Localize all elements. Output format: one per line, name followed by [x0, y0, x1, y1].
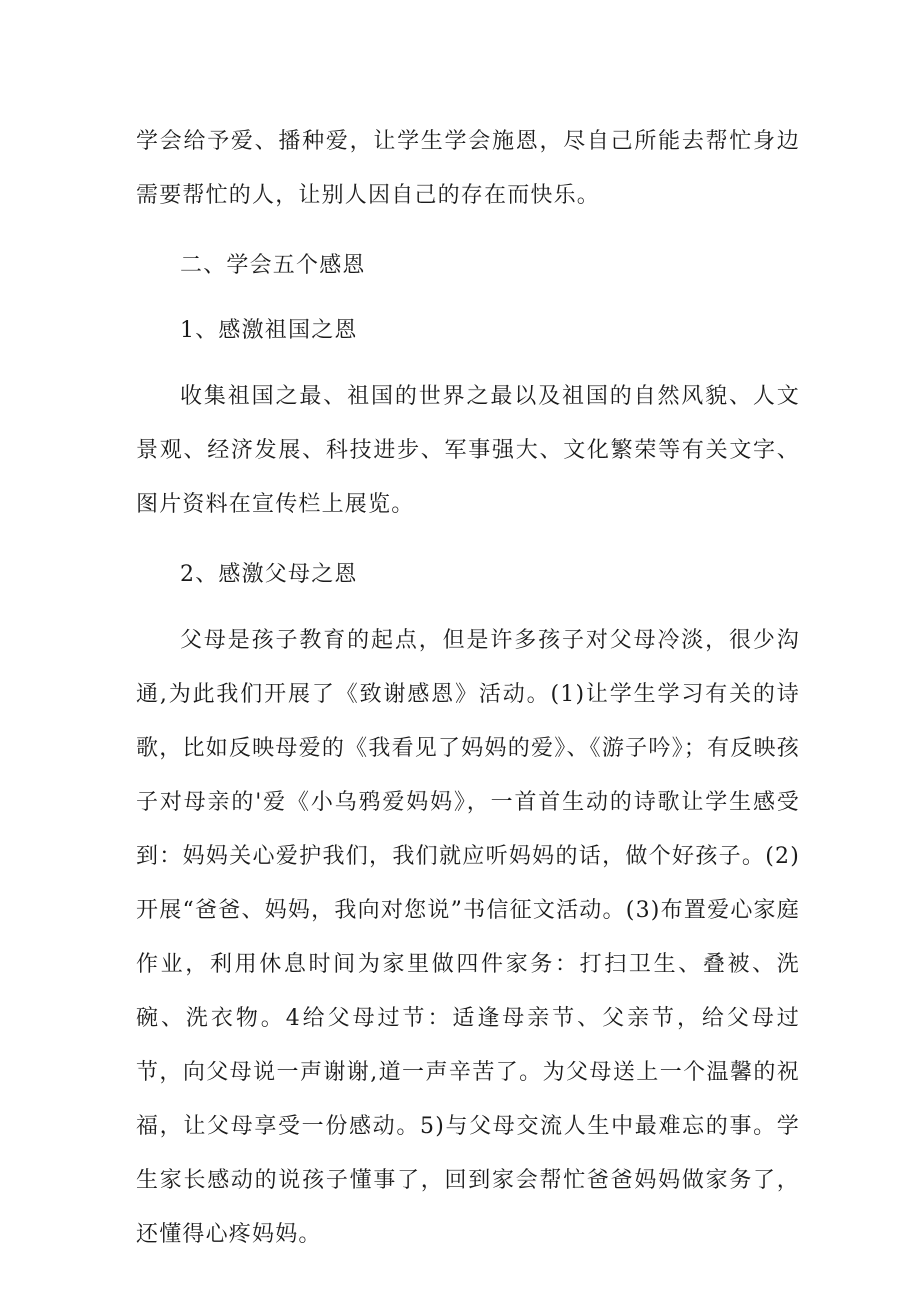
subsection-heading-1: 1、感激祖国之恩: [180, 318, 358, 343]
paragraph-parents: 父母是孩子教育的起点，但是许多孩子对父母冷淡，很少沟通,为此我们开展了《致谢感恩》活动。(1)让学生学习有关的诗歌，比如反映母爱的《我看见了妈妈的爱》、《游子吟》；有反映孩子对母亲的'爱《小乌鸦爱妈妈》，一首首生动的诗歌让学生感受到：妈妈关心爱护我们，我们就应听妈妈的话，做个好孩子。(2)开展“爸爸、妈妈，我向对您说”书信征文活动。(3)布置爱心家庭作业，利用休息时间为家里做四件家务：打扫卫生、叠被、洗碗、洗衣物。4给父母过节：适逢母亲节、父亲节，给父母过节，向父母说一声谢谢,道一声辛苦了。为父母送上一个温馨的祝福，让父母享受一份感动。5)与父母交流人生中最难忘的事。学生家长感动的说孩子懂事了，回到家会帮忙爸爸妈妈做家务了，还懂得心疼妈妈。: [136, 628, 800, 1247]
paragraph-motherland: 收集祖国之最、祖国的世界之最以及祖国的自然风貌、人文景观、经济发展、科技进步、军事强大、文化繁荣等有关文字、图片资料在宣传栏上展览。: [136, 384, 800, 517]
paragraph-intro: 学会给予爱、播种爱，让学生学会施恩，尽自己所能去帮忙身边需要帮忙的人，让别人因自己的存在而快乐。: [136, 129, 800, 208]
section-heading: 二、学会五个感恩: [180, 253, 366, 278]
subsection-heading-2: 2、感激父母之恩: [180, 562, 358, 587]
